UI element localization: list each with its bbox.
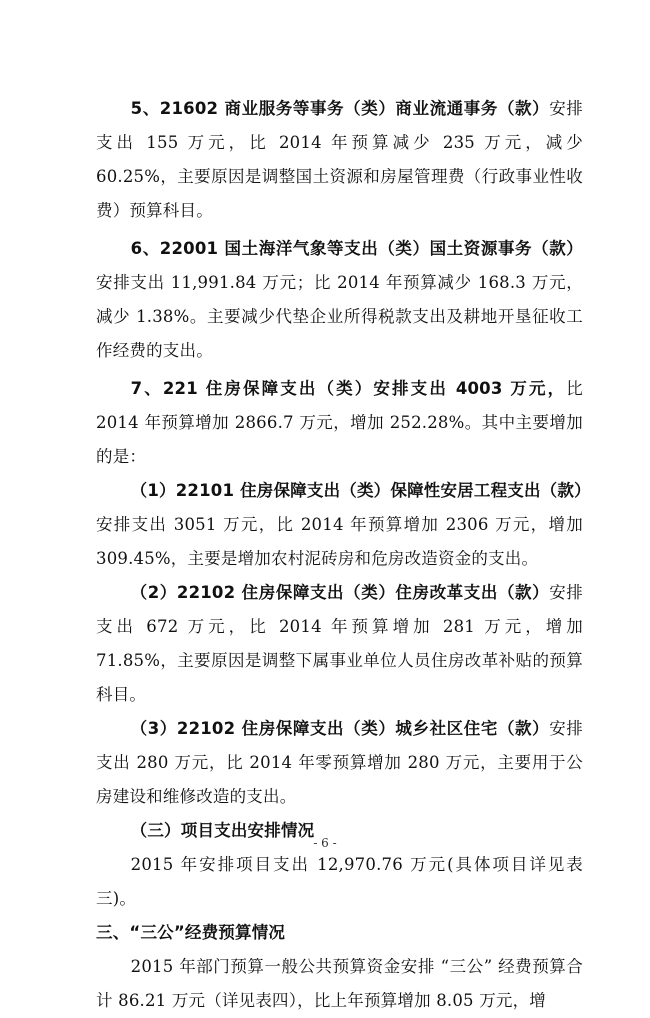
paragraph-heading: （2）22102 住房保障支出（类）住房改革支出（款）: [130, 583, 550, 602]
paragraph-project-expenditure: [96, 848, 583, 916]
paragraph-heading: 7、221 住房保障支出（类）安排支出 4003 万元，: [130, 379, 567, 398]
page-number: - 6 -: [313, 836, 337, 850]
paragraph-text: 安排支出 155 万元，比 2014 年预算减少 235 万元，减少 60.25%，主要原因是调整国土资源和房屋管理费（行政事业性收费）预算科目。: [96, 99, 583, 220]
paragraph-heading: （1）22101 住房保障支出（类）保障性安居工程支出（款）: [130, 481, 591, 500]
paragraph-text: 安排支出 11,991.84 万元；比 2014 年预算减少 168.3 万元，减少 1.38%。主要减少代垫企业所得税款支出及耕地开垦征收工作经费的支出。: [96, 273, 583, 360]
paragraph-text: 2015 年部门预算一般公共预算资金安排 “三公” 经费预算合计 86.21 万元（详见表四），比上年预算增加 8.05 万元，增: [96, 957, 583, 1010]
paragraph-text: 安排支出 280 万元，比 2014 年零预算增加 280 万元，主要用于公房建设和维修改造的支出。: [96, 719, 583, 806]
paragraph-text: 2015 年安排项目支出 12,970.76 万元(具体项目详见表三)。: [96, 855, 583, 908]
paragraph-item-7-2: [96, 576, 583, 712]
paragraph-text: 安排支出 672 万元，比 2014 年预算增加 281 万元，增加 71.85%，主要原因是调整下属事业单位人员住房改革补贴的预算科目。: [96, 583, 583, 704]
section-heading-text: （三）项目支出安排情况: [130, 821, 315, 840]
section-heading-sangong: [96, 916, 583, 950]
paragraph-item-5: [96, 92, 583, 228]
section-heading-text: 三、“三公”经费预算情况: [96, 923, 286, 942]
paragraph-item-7-3: [96, 712, 583, 814]
paragraph-sangong: [96, 950, 583, 1018]
paragraph-text: 比 2014 年预算增加 2866.7 万元，增加 252.28%。其中主要增加的是：: [96, 379, 583, 466]
paragraph-text: 安排支出 3051 万元，比 2014 年预算增加 2306 万元，增加 309.45%，主要是增加农村泥砖房和危房改造资金的支出。: [96, 515, 583, 568]
paragraph-heading: 6、22001 国土海洋气象等支出（类）国土资源事务（款）: [130, 239, 583, 258]
paragraph-heading: （3）22102 住房保障支出（类）城乡社区住宅（款）: [130, 719, 550, 738]
paragraph-heading: 5、21602 商业服务等事务（类）商业流通事务（款）: [130, 99, 550, 118]
paragraph-item-6: [96, 232, 583, 368]
paragraph-item-7-1: [96, 474, 591, 576]
document-body: [96, 92, 591, 1018]
paragraph-item-7: [96, 372, 583, 474]
